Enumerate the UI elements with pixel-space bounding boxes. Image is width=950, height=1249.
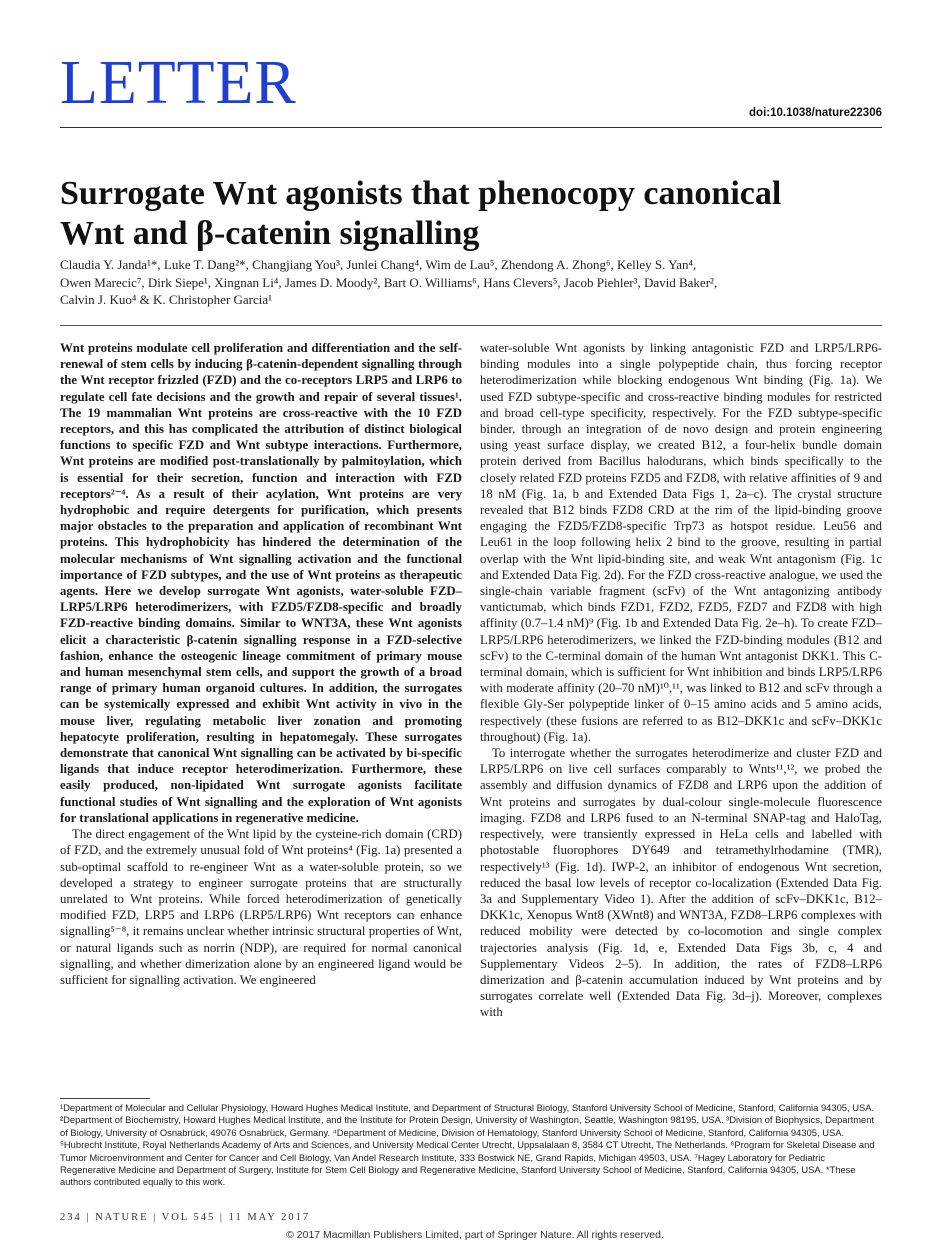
- footnote-divider: [60, 1098, 150, 1099]
- left-column: [60, 340, 462, 988]
- title-line-1: Surrogate Wnt agonists that phenocopy canonical: [60, 175, 782, 212]
- title-line-2: Wnt and β-catenin signalling: [60, 215, 480, 252]
- article-title: [60, 174, 890, 254]
- author-line-1: Claudia Y. Janda¹*, Luke T. Dang²*, Changjiang You³, Junlei Chang⁴, Wim de Lau⁵, Zhendong A. Zhong⁶, Kelley S. Yan⁴,: [60, 257, 697, 272]
- affiliations-footnote: ¹Department of Molecular and Cellular Physiology, Howard Hughes Medical Institute, and Department of Structural Biology, Stanford University School of Medicine, Stanford, California 94305, USA. ²Department of Biochemistry, Howard Hughes Medical Institute, and the Institute for Protein Design, University of Washington, Seattle, Washington 98195, USA. ³Division of Biophysics, Department of Biology, University of Osnabrück, 49076 Osnabrück, Germany. ⁴Department of Medicine, Division of Hematology, Stanford University School of Medicine, Stanford, California 94305, USA. ⁵Hubrecht Institute, Royal Netherlands Academy of Arts and Sciences, and University Medical Center Utrecht, Uppsalalaan 8, 3584 CT Utrecht, The Netherlands. ⁶Program for Skeletal Disease and Tumor Microenvironment and Center for Cancer and Cell Biology, Van Andel Research Institute, 333 Bostwick NE, Grand Rapids, Michigan 49503, USA. ⁷Hagey Laboratory for Pediatric Regenerative Medicine and Department of Surgery, Institute for Stem Cell Biology and Regenerative Medicine, Stanford University School of Medicine, Stanford, California 94305, USA. *These authors contributed equally to this work.: [60, 1102, 875, 1188]
- copyright-notice: © 2017 Macmillan Publishers Limited, part of Springer Nature. All rights reserved.: [286, 1229, 664, 1241]
- author-line-3: Calvin J. Kuo⁴ & K. Christopher Garcia¹: [60, 292, 273, 307]
- section-banner: LETTER: [60, 49, 297, 117]
- doi-link[interactable]: doi:10.1038/nature22306: [749, 107, 882, 119]
- body-paragraph: To interrogate whether the surrogates heterodimerize and cluster FZD and LRP5/LRP6 on live cell surfaces comparably to Wnts¹¹,¹², we probed the assembly and diffusion dynamics of FZD8 and LRP6 upon the addition of Wnt proteins and surrogates by dual-colour single-molecule fluorescence imaging. FZD8 and LRP6 fused to an N-terminal SNAP-tag and HaloTag, respectively, were transiently expressed in HeLa cells and labelled with photostable fluorophores DY649 and tetramethylrhodamine (TMR), respectively¹³ (Fig. 1d). IWP-2, an inhibitor of endogenous Wnt secretion, reduced the basal low levels of receptor co-localization (Extended Data Fig. 3a and Supplementary Video 1). After the addition of scFv–DKK1c, B12–DKK1c, Xenopus Wnt8 (XWnt8) and WNT3A, FZD8–LRP6 complexes with reduced mobility were detected by co-locomotion and single complex trajectories analysis (Fig. 1d, e, Extended Data Figs 3b, c, 4 and Supplementary Videos 2–5). In addition, the rates of FZD8–LRP6 dimerization and β-catenin accumulation induced by Wnt proteins and by surrogates correlate well (Extended Data Fig. 3d–j). Moreover, complexes with: [480, 746, 882, 1020]
- author-list: [60, 256, 890, 309]
- abstract: Wnt proteins modulate cell proliferation and differentiation and the self-renewal of stem cells by inducing β-catenin-dependent signalling through the Wnt receptor frizzled (FZD) and the co-receptors LRP5 and LRP6 to regulate cell fate decisions and the growth and repair of several tissues¹. The 19 mammalian Wnt proteins are cross-reactive with the 10 FZD receptors, and this has complicated the attribution of distinct biological functions to specific FZD and Wnt subtype interactions. Furthermore, Wnt proteins are modified post-translationally by palmitoylation, which is essential for their secretion, function and interaction with FZD receptors²⁻⁴. As a result of their acylation, Wnt proteins are very hydrophobic and require detergents for purification, which presents major obstacles to the preparation and application of recombinant Wnt proteins. This hydrophobicity has hindered the determination of the molecular mechanisms of Wnt signalling activation and the functional importance of FZD subtypes, and the use of Wnt proteins as therapeutic agents. Here we develop surrogate Wnt agonists, water-soluble FZD–LRP5/LRP6 heterodimerizers, with FZD5/FZD8-specific and broadly FZD-reactive binding domains. Similar to WNT3A, these Wnt agonists elicit a characteristic β-catenin signalling response in a FZD-selective fashion, enhance the osteogenic lineage commitment of primary mouse and human mesenchymal stem cells, and support the growth of a broad range of primary human organoid cultures. In addition, the surrogates can be systemically expressed and exhibit Wnt activity in vivo in the mouse liver, regulating metabolic liver zonation and promoting hepatocyte proliferation, resulting in hepatomegaly. These surrogates demonstrate that canonical Wnt signalling can be activated by bi-specific ligands that induce receptor heterodimerization. Furthermore, these easily produced, non-lipidated Wnt surrogate agonists facilitate functional studies of Wnt signalling and the exploration of Wnt agonists for translational applications in regenerative medicine.: [60, 341, 462, 825]
- header-divider: [60, 127, 882, 128]
- body-paragraph: water-soluble Wnt agonists by linking antagonistic FZD and LRP5/LRP6-binding modules into a single polypeptide chain, thus forcing receptor heterodimerization while blocking endogenous Wnt binding (Fig. 1a). We used FZD subtype-specific and cross-reactive binding modules for restricted and broad cell-type specificity, respectively. For the FZD subtype-specific binder, through an integration of de novo design and protein engineering using yeast surface display, we created B12, a four-helix bundle domain protein derived from Bacillus halodurans, which binds specifically to the closely related FZD proteins FZD5 and FZD8, with relative affinities of 9 and 18 nM (Fig. 1a, b and Extended Data Figs 1, 2a–c). The crystal structure revealed that B12 binds FZD8 CRD at the rim of the lipid-binding groove engaging the FZD5/FZD8-specific Trp73 as hotspot residue. Leu56 and Leu61 in the loop following helix 2 bind to the groove, resulting in partial overlap with the Wnt lipid-binding site, and weak Wnt antagonism (Fig. 1c and Extended Data Fig. 2d). For the FZD cross-reactive analogue, we used the single-chain variable fragment (scFv) of the Wnt antagonizing antibody vantictumab, which binds FZD1, FZD2, FZD5, FZD7 and FZD8 with high affinity (0.7–1.4 nM)⁹ (Fig. 1b and Extended Data Fig. 2e–h). To create FZD–LRP5/LRP6 heterodimerizers, we linked the FZD-binding modules (B12 and scFv) to the C-terminal domain of the human Wnt antagonist DKK1. This C-terminal domain, which is sufficient for Wnt inhibition and binds LRP5/LRP6 with moderate affinity (20–70 nM)¹⁰,¹¹, was linked to B12 and scFv through a flexible Gly-Ser polypeptide linker of 0–15 amino acids and 5 amino acids, respectively (these fusions are referred to as B12–DKK1c and scFv–DKK1c throughout) (Fig. 1a).: [480, 341, 882, 744]
- page-info: 234 | NATURE | VOL 545 | 11 MAY 2017: [60, 1212, 311, 1223]
- authors-divider: [60, 325, 882, 326]
- right-column: [480, 340, 882, 1021]
- body-paragraph: The direct engagement of the Wnt lipid by the cysteine-rich domain (CRD) of FZD, and the extremely unusual fold of Wnt proteins⁴ (Fig. 1a) presented a sub-optimal scaffold to re-engineer Wnt as a water-soluble protein, so we developed a strategy to engineer surrogate proteins that are structurally unrelated to Wnt proteins. While forced heterodimerization of genetically modified FZD, LRP5 and LRP6 (LRP5/LRP6) Wnt receptors can enhance signalling⁵⁻⁸, it remains unclear whether intrinsic structural properties of Wnt, or natural ligands such as norrin (NDP), are required for normal canonical signalling, and whether dimerization alone by an engineered ligand would be sufficient for signalling activation. We engineered: [60, 827, 462, 987]
- author-line-2: Owen Marecic⁷, Dirk Siepe¹, Xingnan Li⁴, James D. Moody², Bart O. Williams⁶, Hans Clevers⁵, Jacob Piehler³, David Baker²,: [60, 274, 718, 290]
